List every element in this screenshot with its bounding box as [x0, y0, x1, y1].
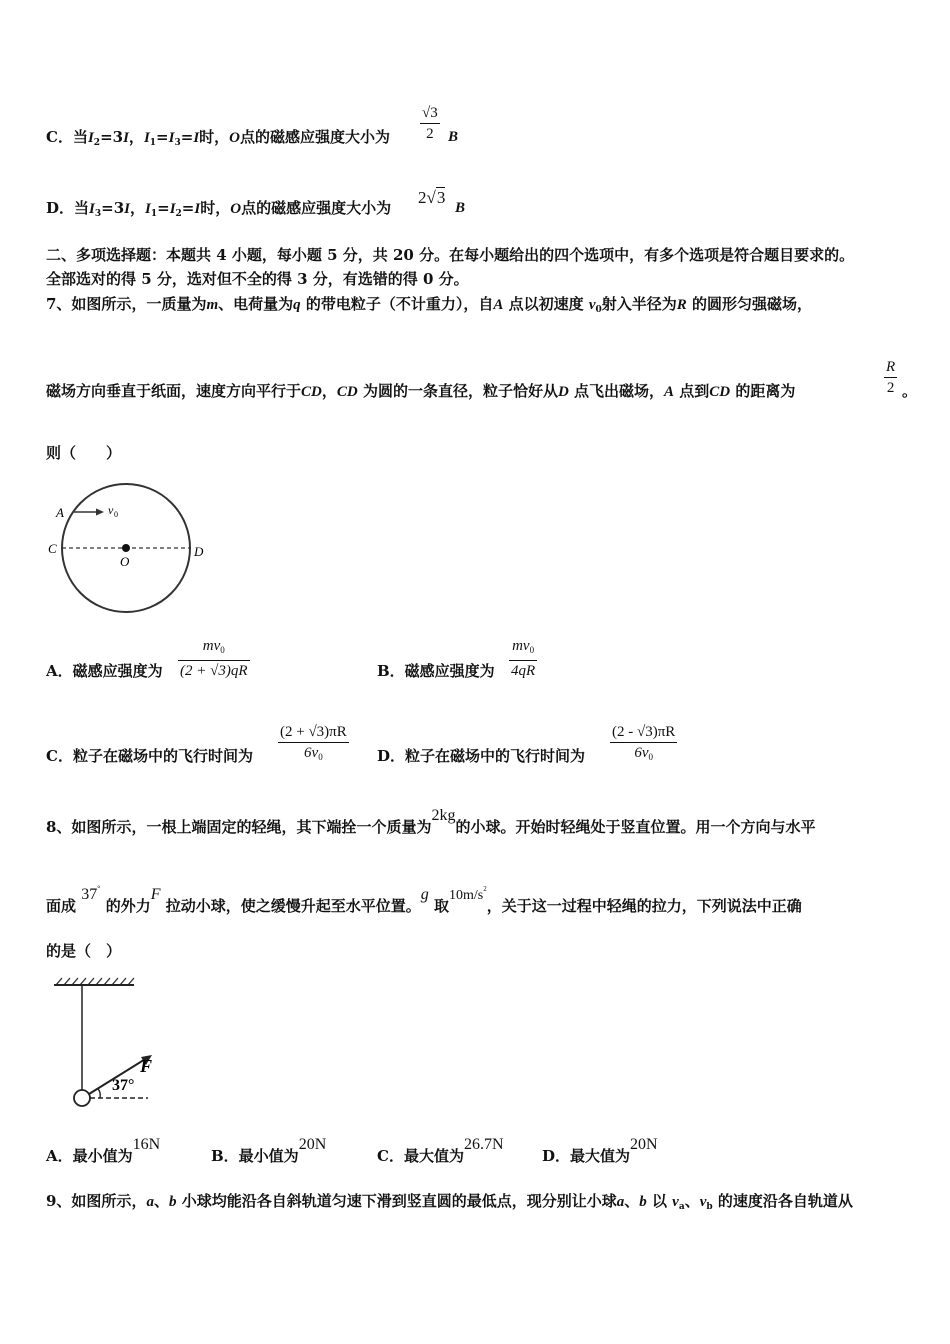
q7-option-c: [46, 745, 253, 766]
sub: 0: [529, 645, 535, 655]
q8-option-d: [542, 1136, 658, 1166]
q7-option-a: [46, 660, 163, 681]
num: mv: [202, 638, 221, 654]
sub: 3: [174, 138, 181, 148]
q7-option-d: [377, 745, 585, 766]
text: 面成: [46, 897, 77, 915]
var: v: [588, 297, 596, 313]
numerator: R: [884, 357, 897, 378]
sub: a: [678, 1202, 685, 1212]
velocity-arrowhead: [96, 509, 104, 516]
numerator: [178, 636, 250, 661]
var: I: [124, 201, 130, 217]
label-angle: 37°: [112, 1077, 135, 1094]
label-v0: v: [108, 503, 114, 517]
q7-option-a-fraction: [178, 636, 250, 681]
denominator: [278, 743, 349, 767]
denominator: 2: [886, 380, 895, 396]
text: 的小球。开始时轻绳处于竖直位置。用一个方向与水平: [455, 818, 816, 836]
q8-line1: [46, 807, 816, 839]
q7-line3: 则（ ）: [46, 444, 122, 462]
numerator: [509, 636, 537, 661]
sub: 0: [318, 752, 323, 762]
q7-circle-figure: [44, 480, 224, 620]
q7-option-c-fraction: [278, 722, 349, 767]
denominator: (2 + √3)qR: [180, 663, 248, 679]
q7-line2: [46, 380, 795, 403]
num: mv: [512, 638, 530, 654]
var: q: [293, 297, 301, 313]
var: I: [89, 201, 95, 217]
text: ，: [129, 199, 145, 217]
text: C．当: [46, 128, 88, 146]
sub: 1: [149, 138, 157, 148]
section2-line1: 二、多项选择题：本题共 4 小题，每小题 5 分，共 20 分。在每小题给出的四个选项中，有多个选项是符合题目要求的。: [46, 246, 855, 264]
text: 以: [646, 1192, 673, 1210]
q9-line1: [46, 1190, 853, 1218]
fraction-r-over-2: [884, 357, 897, 398]
text: ，关于这一过程中轻绳的拉力，下列说法中正确: [486, 897, 802, 915]
var: CD: [709, 384, 731, 400]
var: v: [672, 1194, 679, 1210]
var: I: [194, 201, 201, 217]
q6-option-d: [46, 197, 391, 225]
var: I: [123, 130, 129, 146]
label-d: D: [194, 544, 204, 559]
value: 20N: [298, 1136, 327, 1153]
text: =: [156, 128, 169, 146]
text: 的速度沿各自轨道从: [712, 1192, 853, 1210]
text: 的带电粒子（不计重力），自: [300, 295, 494, 313]
var: R: [676, 297, 687, 313]
text: 磁场方向垂直于纸面，速度方向平行于: [46, 382, 302, 400]
denominator: 2: [426, 126, 434, 142]
mass: 2kg: [431, 807, 456, 824]
text: 8、如图所示，一根上端固定的轻绳，其下端拴一个质量为: [46, 818, 432, 836]
var: I: [168, 130, 175, 146]
q8-option-a: [46, 1136, 161, 1166]
g-value: [448, 885, 487, 903]
text: 的外力: [105, 897, 151, 915]
text: =3: [101, 199, 125, 217]
angle: [81, 886, 100, 903]
text: 7、如图所示，一质量为: [46, 295, 207, 313]
text: 、: [153, 1192, 169, 1210]
q8-line3: 的是（ ）: [46, 942, 122, 960]
text: 拉动小球，使之缓慢升起至水平位置。: [165, 897, 421, 915]
numerator: √3: [420, 103, 440, 124]
text: 的距离为: [730, 382, 796, 400]
var: I: [169, 201, 176, 217]
var: B: [455, 200, 466, 216]
q6-option-c: [46, 126, 390, 154]
text: A．最小值为: [46, 1147, 133, 1165]
label-v0-sub: 0: [114, 510, 118, 519]
var: a: [146, 1194, 154, 1210]
section2-line2: 全部选对的得 5 分，选对但不全的得 3 分，有选错的得 0 分。: [46, 270, 469, 288]
q7-line1: [46, 293, 812, 321]
var: B: [448, 129, 459, 145]
text: 点的磁感应强度大小为: [241, 199, 392, 217]
text: B．磁感应强度为: [377, 662, 495, 680]
sub: 3: [94, 209, 102, 219]
var: I: [87, 130, 94, 146]
text: D．最大值为: [542, 1147, 631, 1165]
sub: 2: [93, 138, 101, 148]
text: =: [180, 128, 194, 146]
var: O: [230, 201, 242, 217]
var: v: [699, 1194, 707, 1210]
text: 取: [433, 897, 449, 915]
degree: °: [97, 884, 101, 893]
q7-option-b-fraction: [509, 636, 537, 681]
sub: 1: [150, 209, 158, 219]
numerator: (2 + √3)πR: [278, 722, 349, 743]
text: 。: [902, 382, 918, 400]
text: 点的磁感应强度大小为: [240, 128, 391, 146]
text: 的圆形匀强磁场，: [686, 295, 813, 313]
den: 6v: [634, 745, 649, 761]
text: ，: [321, 382, 337, 400]
label-a: A: [56, 505, 64, 520]
var: I: [193, 130, 200, 146]
value: 26.7N: [463, 1136, 504, 1153]
sub: 0: [595, 305, 602, 315]
var: a: [616, 1194, 625, 1210]
text: 点以初速度: [503, 295, 589, 313]
q7-option-d-fraction: [610, 722, 677, 767]
var: O: [229, 130, 241, 146]
label-c: C: [48, 541, 57, 556]
text: 射入半径为: [601, 295, 677, 313]
text: 、: [684, 1192, 700, 1210]
value: 16N: [132, 1136, 161, 1153]
var: I: [145, 201, 151, 217]
q8-option-b: [211, 1136, 327, 1166]
text: 为圆的一条直径，粒子恰好从: [357, 382, 558, 400]
label-f: F: [140, 1056, 153, 1076]
value: 20N: [630, 1136, 658, 1153]
text: D．粒子在磁场中的飞行时间为: [377, 747, 586, 765]
text: 小球均能沿各自斜轨道匀速下滑到竖直圆的最低点，现分别让小球: [176, 1192, 617, 1210]
text: =3: [100, 128, 124, 146]
text: =: [157, 199, 170, 217]
text: 时，: [200, 199, 231, 217]
label-o: O: [120, 554, 130, 569]
denominator: [610, 743, 677, 767]
text: A．磁感应强度为: [46, 662, 163, 680]
q7-option-b: [377, 660, 495, 681]
exp: 2: [483, 885, 487, 893]
sub: b: [706, 1202, 713, 1212]
text: C．粒子在磁场中的飞行时间为: [46, 747, 253, 765]
text: D．当: [46, 199, 90, 217]
gravity-g: g: [420, 886, 429, 903]
q8-option-c: [377, 1136, 504, 1166]
var: D: [557, 384, 569, 400]
numerator: (2 - √3)πR: [610, 722, 677, 743]
var: m: [206, 297, 219, 313]
coef: 2: [418, 188, 427, 207]
text: ，: [128, 128, 144, 146]
root: 3: [436, 188, 446, 207]
text: 时，: [199, 128, 230, 146]
sub: 0: [648, 752, 653, 762]
var: A: [493, 297, 504, 313]
var: A: [664, 384, 675, 400]
angle-value: 37: [81, 886, 98, 903]
den: 6v: [304, 745, 319, 761]
denominator: 4qR: [511, 663, 536, 679]
ball: [74, 1090, 90, 1106]
var: b: [168, 1194, 177, 1210]
center-point: [122, 544, 130, 552]
var: CD: [336, 384, 358, 400]
sub: 2: [175, 209, 182, 219]
text: 9、如图所示，: [46, 1192, 147, 1210]
ceiling-hatch: [56, 978, 134, 985]
force-f: F: [150, 886, 161, 903]
two-sqrt3: 2√3: [418, 188, 446, 207]
text: C．最大值为: [377, 1147, 464, 1165]
q8-line2: [46, 884, 802, 919]
text: =: [181, 199, 195, 217]
sub: 0: [220, 645, 225, 655]
text: 、电荷量为: [218, 295, 294, 313]
text: B．最小值为: [211, 1147, 299, 1165]
var: CD: [301, 384, 322, 400]
var: I: [143, 130, 150, 146]
text: 、: [624, 1192, 640, 1210]
text: 点到: [674, 382, 710, 400]
text: 点飞出磁场，: [568, 382, 665, 400]
q8-pendulum-figure: [48, 976, 168, 1111]
angle-arc: [98, 1089, 100, 1098]
fraction: [420, 103, 440, 144]
var: b: [639, 1194, 647, 1210]
g-val: 10m/s: [448, 888, 484, 903]
